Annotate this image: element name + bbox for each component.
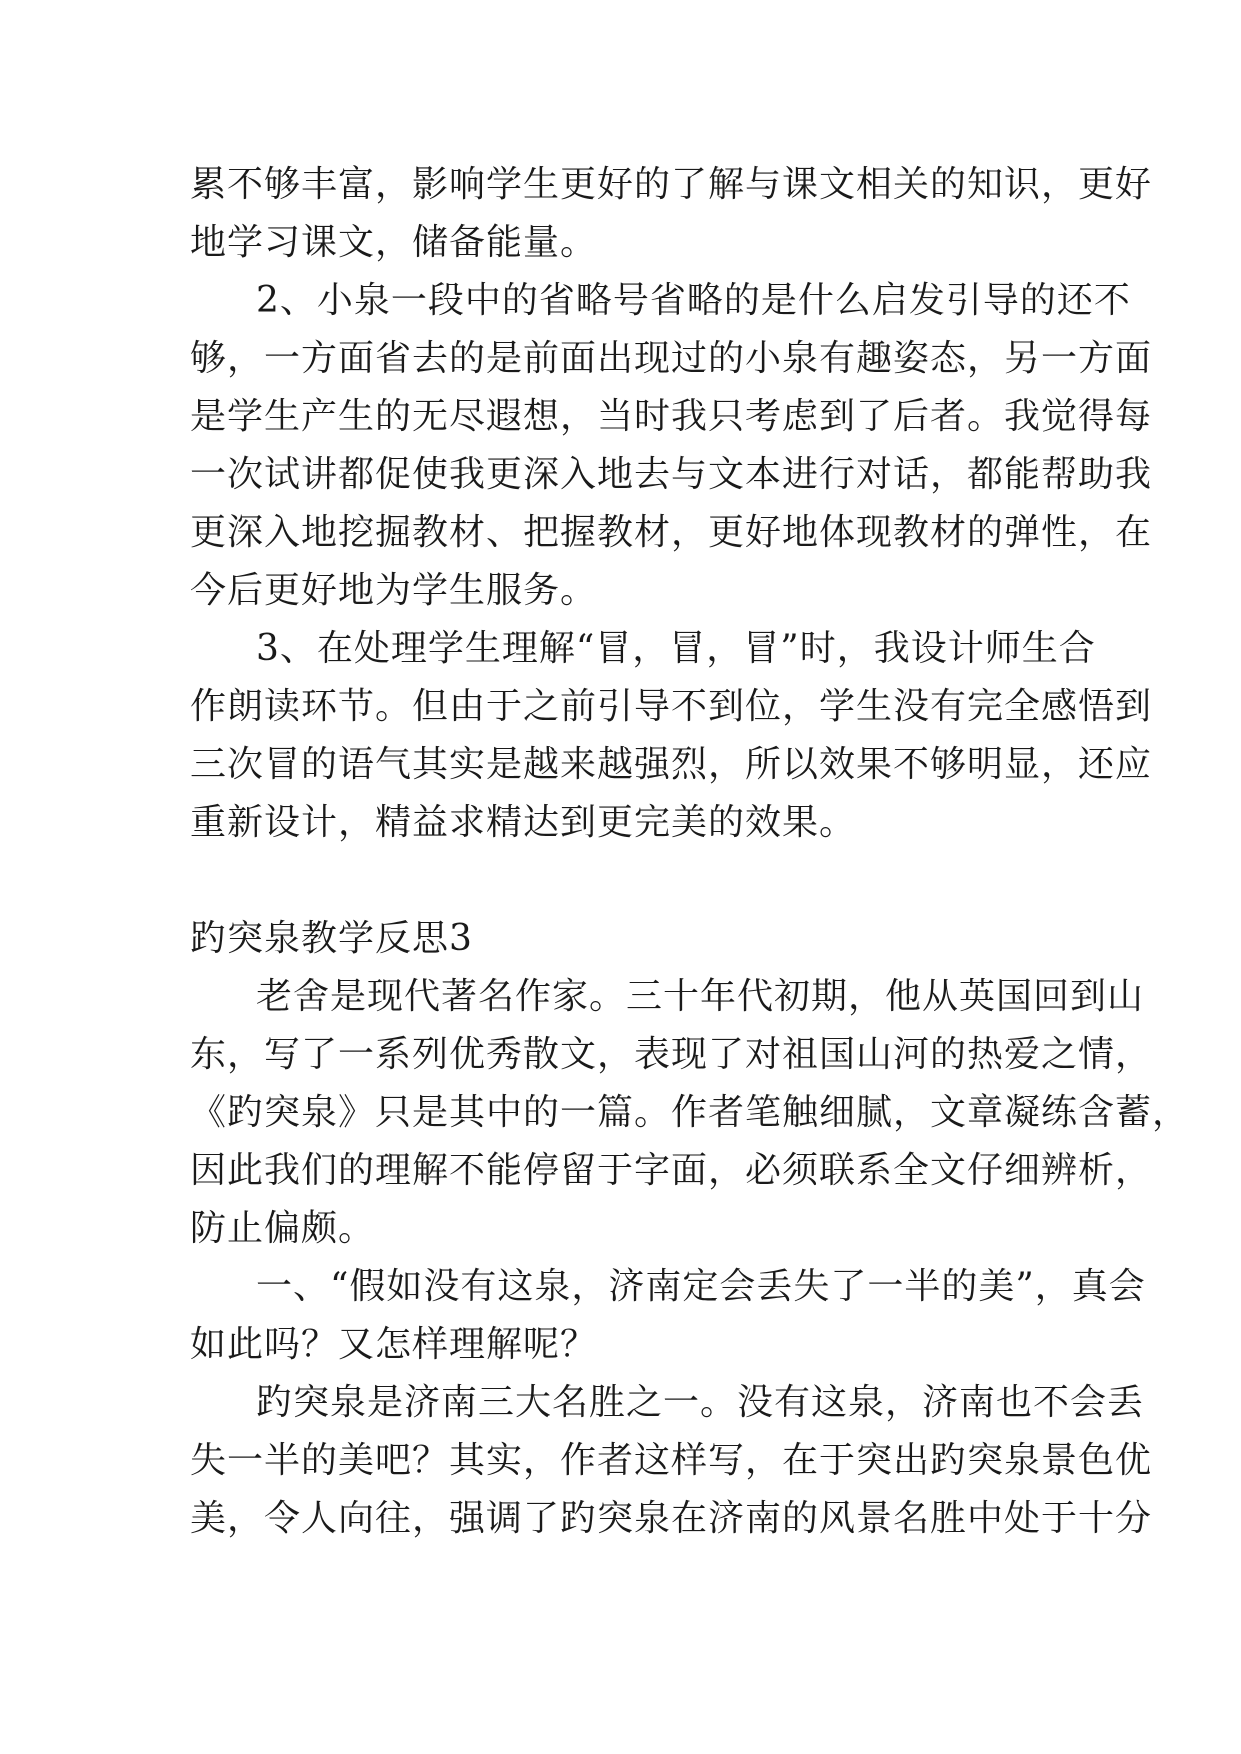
text-line: 地学习课文，储备能量。 bbox=[190, 222, 598, 263]
section-title: 趵突泉教学反思3 bbox=[190, 918, 473, 959]
text-line: 防止偏颇。 bbox=[190, 1208, 376, 1249]
text-line: 3、在处理学生理解“冒，冒，冒”时，我设计师生合 bbox=[256, 628, 1096, 669]
text-line: 更深入地挖掘教材、把握教材，更好地体现教材的弹性，在 bbox=[190, 512, 1153, 553]
text-line: 一次试讲都促使我更深入地去与文本进行对话，都能帮助我 bbox=[190, 454, 1153, 495]
text-line: 美，令人向往，强调了趵突泉在济南的风景名胜中处于十分 bbox=[190, 1498, 1153, 1539]
text-line: 东，写了一系列优秀散文，表现了对祖国山河的热爱之情， bbox=[190, 1034, 1153, 1075]
text-line: 一、“假如没有这泉，济南定会丢失了一半的美”，真会 bbox=[256, 1266, 1146, 1307]
text-line: 累不够丰富，影响学生更好的了解与课文相关的知识，更好 bbox=[190, 164, 1153, 205]
text-line: 因此我们的理解不能停留于字面，必须联系全文仔细辨析， bbox=[190, 1150, 1153, 1191]
text-line: 是学生产生的无尽遐想，当时我只考虑到了后者。我觉得每 bbox=[190, 396, 1153, 437]
text-line: 老舍是现代著名作家。三十年代初期，他从英国回到山 bbox=[256, 976, 1145, 1017]
text-line: 今后更好地为学生服务。 bbox=[190, 570, 598, 611]
text-line: 《趵突泉》只是其中的一篇。作者笔触细腻，文章凝练含蓄， bbox=[190, 1092, 1190, 1133]
text-line: 作朗读环节。但由于之前引导不到位，学生没有完全感悟到 bbox=[190, 686, 1153, 727]
text-line: 如此吗？又怎样理解呢？ bbox=[190, 1324, 598, 1365]
text-line: 三次冒的语气其实是越来越强烈，所以效果不够明显，还应 bbox=[190, 744, 1153, 785]
text-line: 失一半的美吧？其实，作者这样写，在于突出趵突泉景色优 bbox=[190, 1440, 1153, 1481]
text-line: 够，一方面省去的是前面出现过的小泉有趣姿态，另一方面 bbox=[190, 338, 1153, 379]
text-line: 2、小泉一段中的省略号省略的是什么启发引导的还不 bbox=[256, 280, 1131, 321]
text-line: 趵突泉是济南三大名胜之一。没有这泉，济南也不会丢 bbox=[256, 1382, 1145, 1423]
text-line: 重新设计，精益求精达到更完美的效果。 bbox=[190, 802, 857, 843]
